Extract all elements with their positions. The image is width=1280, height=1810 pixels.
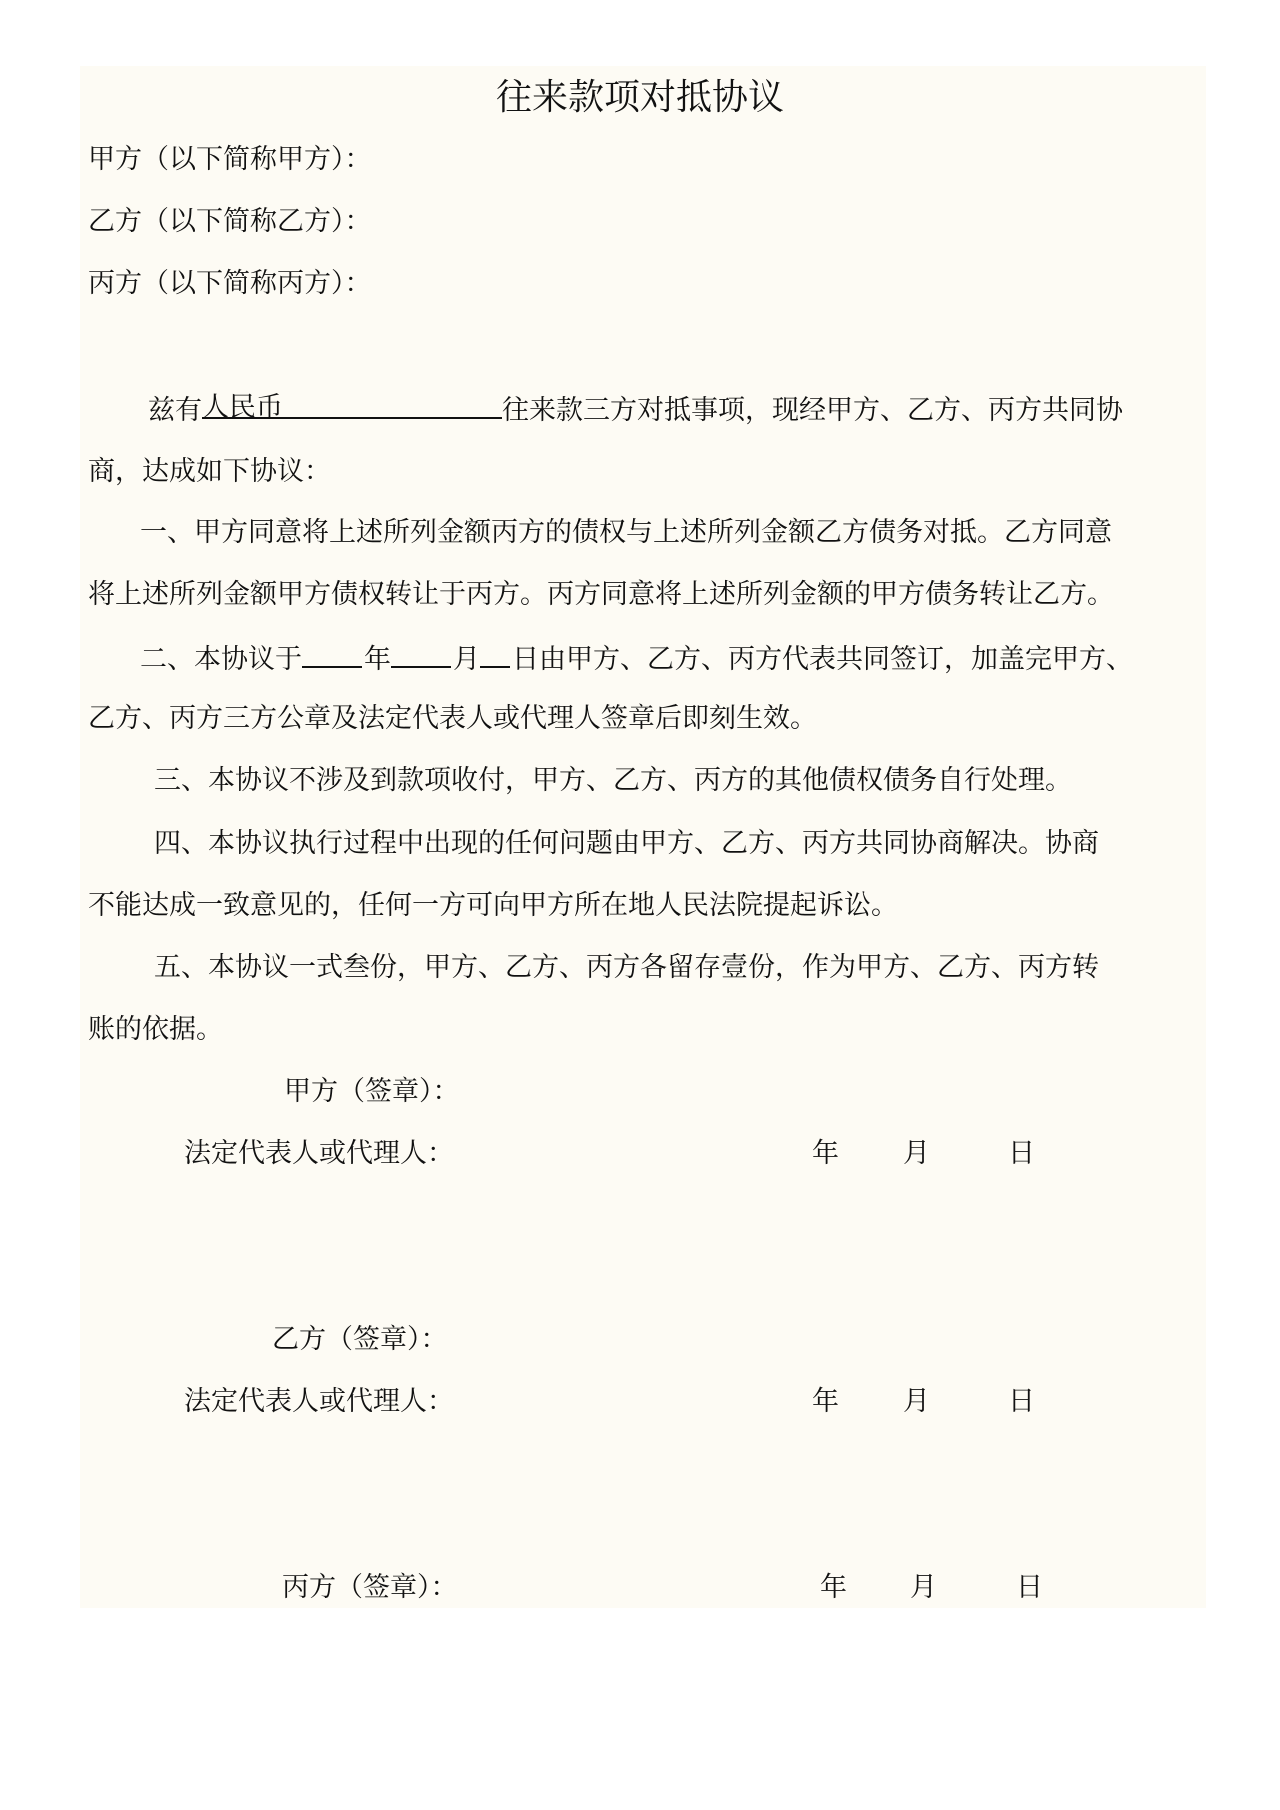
party-a-year: 年 [812,1138,839,1169]
clause-2-year: 年 [364,644,391,675]
party-b-representative: 法定代表人或代理人： [184,1386,454,1417]
clause-4-line-1: 四、本协议执行过程中出现的任何问题由甲方、乙方、丙方共同协商解决。协商 [154,828,1099,859]
party-b-month: 月 [903,1386,930,1417]
party-c-year: 年 [820,1572,847,1603]
party-a-line: 甲方（以下简称甲方）： [88,144,372,175]
clause-2-prefix: 二、本协议于 [140,644,302,675]
day-blank[interactable] [480,640,510,668]
year-blank[interactable] [302,640,362,668]
party-a-seal: 甲方（签章）： [284,1076,460,1107]
clause-2-line-1 [140,640,1133,677]
intro-line-2: 商，达成如下协议： [88,456,331,487]
intro-line1-suffix: 往来款三方对抵事项，现经甲方、乙方、丙方共同协 [502,395,1123,426]
party-b-day: 日 [1008,1386,1035,1417]
intro-prefix: 兹有 [148,395,202,426]
party-a-month: 月 [903,1138,930,1169]
amount-blank[interactable] [202,391,502,428]
clause-5-line-1: 五、本协议一式叁份，甲方、乙方、丙方各留存壹份，作为甲方、乙方、丙方转 [154,952,1099,983]
clause-2-day-suffix: 日由甲方、乙方、丙方代表共同签订，加盖完甲方、 [512,644,1133,675]
clause-3: 三、本协议不涉及到款项收付，甲方、乙方、丙方的其他债权债务自行处理。 [154,765,1072,796]
party-c-seal: 丙方（签章）： [282,1572,458,1603]
clause-1-line-2: 将上述所列金额甲方债权转让于丙方。丙方同意将上述所列金额的甲方债务转让乙方。 [88,579,1114,610]
clause-4-line-2: 不能达成一致意见的，任何一方可向甲方所在地人民法院提起诉讼。 [88,890,898,921]
party-c-month: 月 [910,1572,937,1603]
clause-5-line-2: 账的依据。 [88,1014,223,1045]
clause-2-month: 月 [453,644,480,675]
party-b-seal: 乙方（签章）： [272,1324,448,1355]
party-c-line: 丙方（以下简称丙方）： [88,268,372,299]
currency-label: 人民币 [202,392,283,423]
party-c-day: 日 [1016,1572,1043,1603]
party-a-representative: 法定代表人或代理人： [184,1138,454,1169]
clause-1-line-1: 一、甲方同意将上述所列金额丙方的债权与上述所列金额乙方债务对抵。乙方同意 [140,517,1112,548]
party-b-year: 年 [812,1386,839,1417]
month-blank[interactable] [391,640,451,668]
party-a-day: 日 [1008,1138,1035,1169]
party-b-line: 乙方（以下简称乙方）： [88,206,372,237]
clause-2-line-2: 乙方、丙方三方公章及法定代表人或代理人签章后即刻生效。 [88,703,817,734]
intro-line-1 [148,391,1123,428]
document-title: 往来款项对抵协议 [495,77,784,118]
